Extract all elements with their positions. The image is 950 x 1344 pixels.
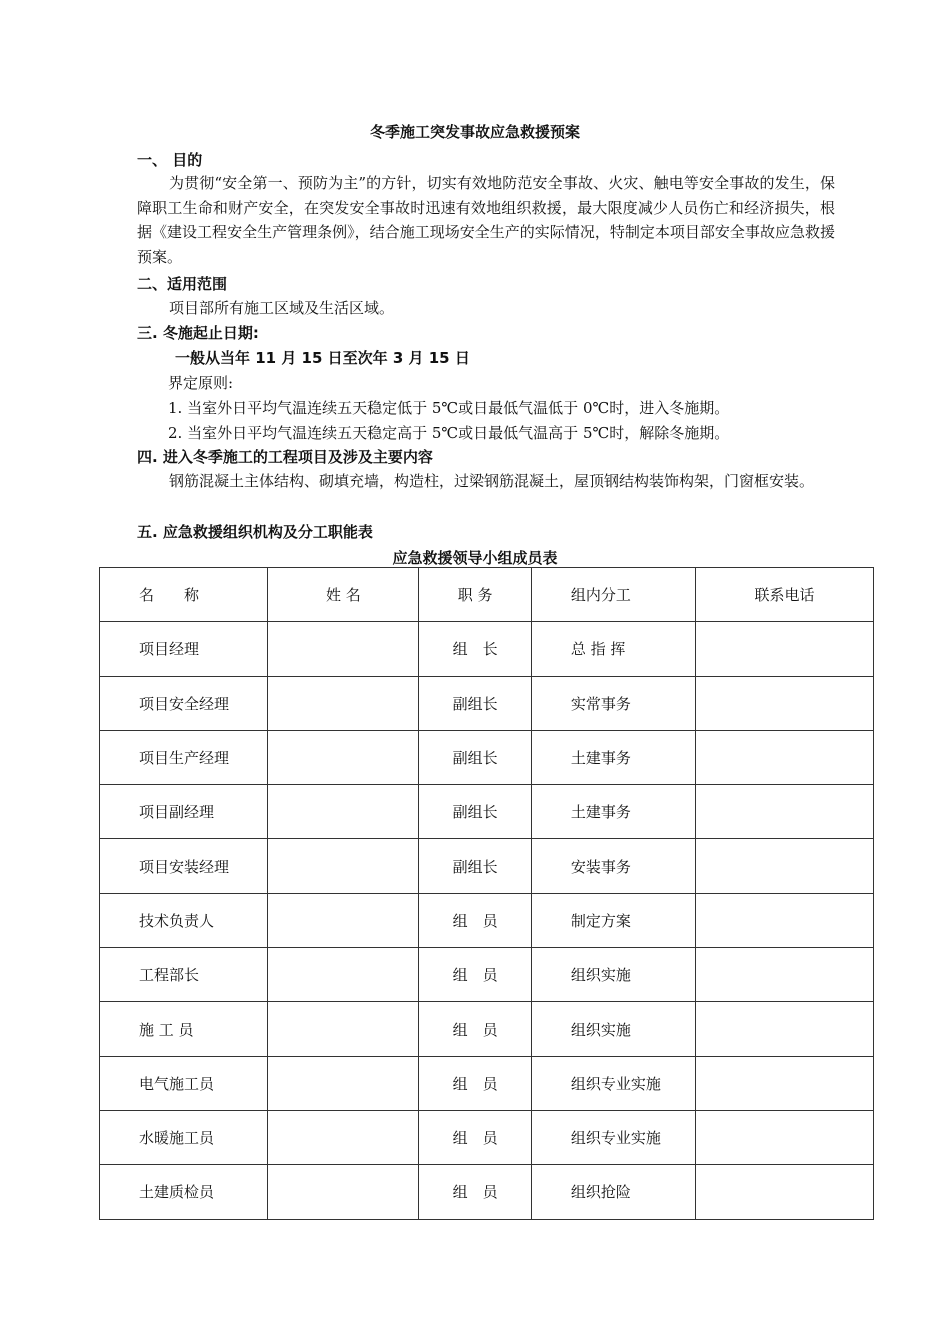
row-phone: [696, 622, 874, 676]
table-row: [100, 730, 874, 784]
row-person: [268, 1056, 419, 1110]
row-role: 项目安装经理: [100, 839, 268, 893]
row-phone: [696, 785, 874, 839]
row-position: 组 员: [419, 1165, 531, 1219]
row-phone: [696, 893, 874, 947]
row-person: [268, 1165, 419, 1219]
table-row: [100, 676, 874, 730]
section-3-heading: 三. 冬施起止日期:: [137, 324, 259, 342]
table-row: [100, 948, 874, 1002]
row-role: 项目副经理: [100, 785, 268, 839]
row-person: [268, 730, 419, 784]
row-duty: 组织抢险: [531, 1165, 695, 1219]
row-position: 组 员: [419, 1002, 531, 1056]
row-position: 组 员: [419, 948, 531, 1002]
row-position: 副组长: [419, 839, 531, 893]
row-person: [268, 1110, 419, 1164]
row-phone: [696, 730, 874, 784]
criteria-rule-2: 2. 当室外日平均气温连续五天稳定高于 5℃或日最低气温高于 5℃时，解除冬施期。: [168, 424, 730, 442]
row-duty: 安装事务: [531, 839, 695, 893]
row-position: 组 员: [419, 893, 531, 947]
table-row: [100, 1165, 874, 1219]
row-role: 项目经理: [100, 622, 268, 676]
emergency-team-table: [99, 567, 874, 1220]
row-duty: 组织实施: [531, 948, 695, 1002]
row-person: [268, 785, 419, 839]
table-row: [100, 622, 874, 676]
row-duty: 制定方案: [531, 893, 695, 947]
table-row: [100, 1002, 874, 1056]
row-phone: [696, 1110, 874, 1164]
row-role: 土建质检员: [100, 1165, 268, 1219]
row-role: 项目安全经理: [100, 676, 268, 730]
row-person: [268, 839, 419, 893]
section-4-heading: 四. 进入冬季施工的工程项目及涉及主要内容: [137, 448, 433, 466]
row-phone: [696, 1056, 874, 1110]
table-header-row: [100, 568, 874, 622]
row-person: [268, 893, 419, 947]
row-duty: 土建事务: [531, 730, 695, 784]
row-role: 项目生产经理: [100, 730, 268, 784]
row-phone: [696, 1002, 874, 1056]
winter-period: 一般从当年 11 月 15 日至次年 3 月 15 日: [175, 349, 470, 367]
row-person: [268, 948, 419, 1002]
row-duty: 组织专业实施: [531, 1056, 695, 1110]
section-4-body: 钢筋混凝土主体结构、砌填充墙，构造柱，过梁钢筋混凝土，屋顶钢结构装饰构架，门窗框安装。: [169, 472, 815, 490]
header-position: 职 务: [419, 568, 531, 622]
row-position: 组 员: [419, 1056, 531, 1110]
header-person: 姓 名: [268, 568, 419, 622]
header-duty: 组内分工: [531, 568, 695, 622]
row-role: 电气施工员: [100, 1056, 268, 1110]
document-title: 冬季施工突发事故应急救援预案: [369, 123, 580, 141]
row-role: 技术负责人: [100, 893, 268, 947]
table-row: [100, 1056, 874, 1110]
section-2-body: 项目部所有施工区域及生活区域。: [169, 299, 395, 317]
row-phone: [696, 1165, 874, 1219]
row-person: [268, 622, 419, 676]
row-position: 副组长: [419, 676, 531, 730]
row-duty: 土建事务: [531, 785, 695, 839]
row-person: [268, 676, 419, 730]
table-row: [100, 893, 874, 947]
section-2-heading: 二、适用范围: [137, 275, 228, 293]
row-position: 组 员: [419, 1110, 531, 1164]
table-row: [100, 839, 874, 893]
row-phone: [696, 676, 874, 730]
row-duty: 总 指 挥: [531, 622, 695, 676]
row-position: 组 长: [419, 622, 531, 676]
header-phone: 联系电话: [696, 568, 874, 622]
row-position: 副组长: [419, 730, 531, 784]
row-duty: 组织专业实施: [531, 1110, 695, 1164]
header-name: 名 称: [100, 568, 268, 622]
section-5-heading: 五. 应急救援组织机构及分工职能表: [137, 523, 373, 541]
row-person: [268, 1002, 419, 1056]
table-row: [100, 1110, 874, 1164]
row-duty: 组织实施: [531, 1002, 695, 1056]
row-position: 副组长: [419, 785, 531, 839]
row-role: 工程部长: [100, 948, 268, 1002]
section-1-body: 为贯彻“安全第一、预防为主”的方针，切实有效地防范安全事故、火灾、触电等安全事故的发生，保障职工生命和财产安全，在突发安全事故时迅速有效地组织救援，最大限度减少人员伤亡和经济损失，根据《建设工程安全生产管理条例》，结合施工现场安全生产的实际情况，特制定本项目部安全事故应急救援预案。: [137, 174, 835, 266]
row-duty: 实常事务: [531, 676, 695, 730]
row-phone: [696, 839, 874, 893]
table-row: [100, 785, 874, 839]
row-role: 施 工 员: [100, 1002, 268, 1056]
criteria-rule-1: 1. 当室外日平均气温连续五天稳定低于 5℃或日最低气温低于 0℃时，进入冬施期。: [168, 399, 730, 417]
row-role: 水暖施工员: [100, 1110, 268, 1164]
criteria-label: 界定原则:: [168, 374, 234, 392]
section-1-heading: 一、 目的: [137, 151, 203, 169]
row-phone: [696, 948, 874, 1002]
table-caption: 应急救援领导小组成员表: [392, 549, 558, 567]
